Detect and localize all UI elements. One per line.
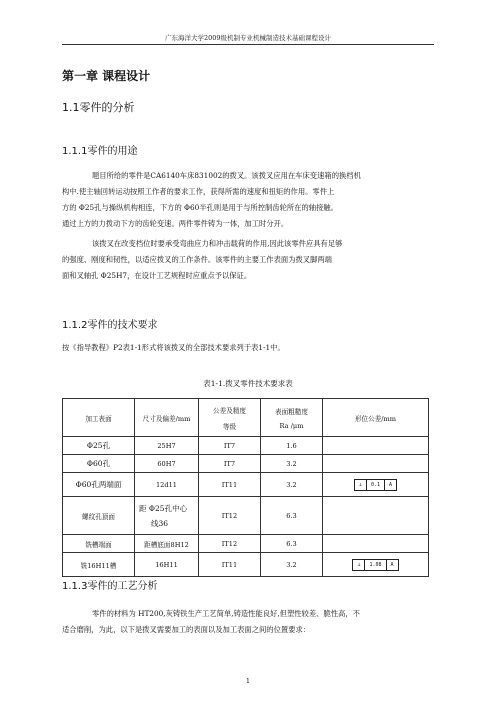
table-cell: IT11	[199, 553, 261, 577]
paragraph-line: 适合磨削，为此，以下是拨叉需要加工的表面以及加工表面之间的位置要求：	[62, 625, 311, 634]
section-heading-1-1-1: 1.1.1零件的用途	[62, 146, 138, 157]
table-cell: IT12	[199, 535, 261, 553]
page-number: 1	[245, 677, 251, 685]
paragraph-line: 零件的材料为 HT200,灰铸铁生产工艺简单,铸造性能良好,但塑性较差、脆性高，不	[92, 609, 360, 618]
table-header-cell: 公差及精度 等级	[199, 399, 261, 437]
spec-table	[62, 398, 429, 577]
paragraph-table-intro	[62, 340, 436, 356]
table-cell: Φ60孔	[63, 455, 135, 473]
paragraph-line: 构中.使主轴回转运动按照工作者的要求工作，获得所需的速度和扭矩的作用。零件上	[62, 187, 335, 196]
table-cell	[323, 553, 429, 577]
table-cell: 60H7	[135, 455, 199, 473]
table-cell	[323, 455, 429, 473]
table-cell: IT11	[199, 473, 261, 497]
table-cell: Φ25孔	[63, 437, 135, 455]
table-row	[63, 553, 429, 577]
table-cell	[323, 497, 429, 535]
table-cell: 3.2	[261, 553, 323, 577]
table-cell: 铣槽端面	[63, 535, 135, 553]
paragraph-usage	[62, 168, 436, 232]
table-cell: Φ60孔两端面	[63, 473, 135, 497]
chapter-title: 第一章 课程设计	[62, 69, 151, 83]
perpendicularity-symbol-icon: ⊥	[357, 561, 361, 568]
table-cell: 铣16H11槽	[63, 553, 135, 577]
table-cell: 螺纹孔顶面	[63, 497, 135, 535]
paragraph-process-analysis	[62, 606, 436, 638]
page-header: 广东海洋大学2009级机制专业机械制造技术基础课程设计	[164, 34, 332, 42]
paragraph-line: 按《指导教程》P2表1-1形式将该拨叉的全部技术要求列于表1-1中。	[62, 343, 285, 352]
table-row	[63, 535, 429, 553]
table-header-cell: 形位公差/mm	[323, 399, 429, 437]
table-cell: 距槽底面8H12	[135, 535, 199, 553]
table-header-cell: 表面粗糙度 Ra /μm	[261, 399, 323, 437]
table-header-cell: 加工表面	[63, 399, 135, 437]
paragraph-line: 通过上方的力拨动下方的齿轮变速。两件零件铸为一体，加工时分开。	[62, 219, 289, 228]
paragraph-requirements	[62, 236, 436, 284]
table-cell: 6.3	[261, 535, 323, 553]
table-cell: 3.2	[261, 473, 323, 497]
table-cell: 1.6	[261, 437, 323, 455]
table-cell: 25H7	[135, 437, 199, 455]
section-heading-1-1-2: 1.1.2零件的技术要求	[62, 320, 158, 331]
paragraph-line: 方的 Φ25孔与操纵机构相连，下方的 Φ60半孔则是用于与所控制齿轮所在的轴接触。	[62, 203, 338, 212]
table-row	[63, 473, 429, 497]
table-row	[63, 455, 429, 473]
table-row	[63, 437, 429, 455]
perpendicularity-symbol-icon: ⊥	[358, 481, 362, 488]
section-heading-1-1: 1.1零件的分析	[62, 101, 135, 114]
header-rule	[62, 44, 434, 45]
table-header-row	[63, 399, 429, 437]
table-cell: 16H11	[135, 553, 199, 577]
table-cell: IT12	[199, 497, 261, 535]
table-caption: 表1-1.拨叉零件技术要求表	[203, 379, 293, 388]
table-cell: IT7	[199, 455, 261, 473]
table-cell: 距 Φ25孔中心 线36	[135, 497, 199, 535]
perpendicularity-tolerance-frame: ⊥ 0.1 A	[354, 479, 397, 491]
paragraph-line: 面和叉轴孔 Φ25H7，在设计工艺规程时应重点予以保证。	[62, 271, 252, 280]
section-heading-1-1-3: 1.1.3零件的工艺分析	[62, 581, 158, 592]
table-cell: IT7	[199, 437, 261, 455]
table-cell: 3.2	[261, 455, 323, 473]
perpendicularity-tolerance-frame: ⊥ 1.08 A	[352, 559, 398, 571]
table-row	[63, 497, 429, 535]
table-cell	[323, 535, 429, 553]
table-cell: 12d11	[135, 473, 199, 497]
paragraph-line: 题目所给的零件是CA6140车床831002的拨叉。该拨叉应用在车床变速箱的换档机	[92, 171, 361, 180]
table-cell	[323, 473, 429, 497]
paragraph-line: 该拨叉在改变档位时要承受弯曲应力和冲击载荷的作用,因此该零件应具有足够	[92, 239, 343, 248]
table-cell: 6.3	[261, 497, 323, 535]
table-header-cell: 尺寸及偏差/mm	[135, 399, 199, 437]
paragraph-line: 的强度、刚度和韧性，以适应拨叉的工作条件。该零件的主要工作表面为拨叉脚两端	[62, 255, 332, 264]
table-cell	[323, 437, 429, 455]
